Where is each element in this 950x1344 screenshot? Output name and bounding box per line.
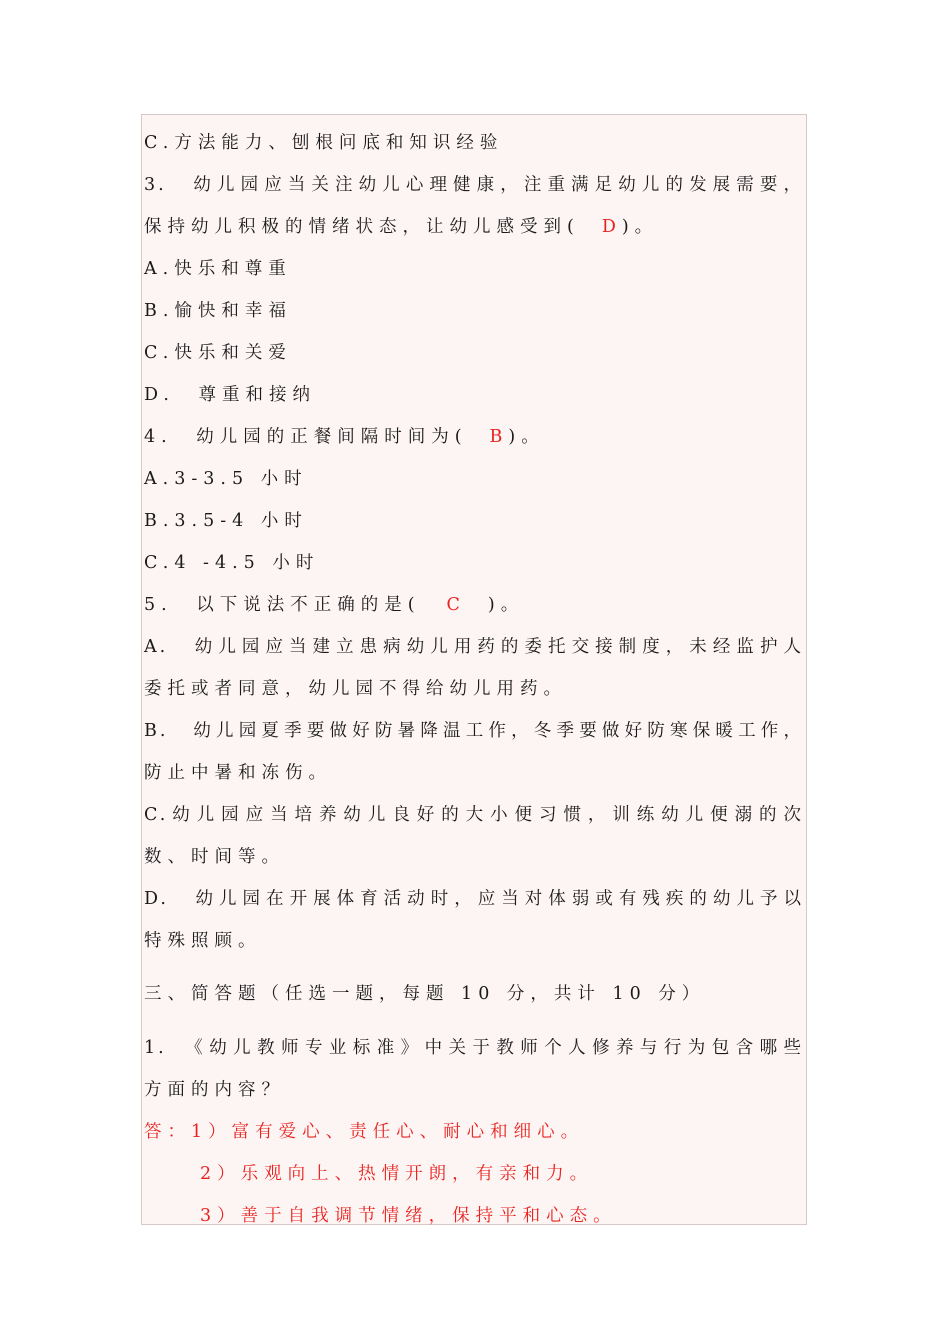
- q5-option-d-line2: 特殊照顾。: [144, 931, 262, 951]
- q5-answer: C: [446, 595, 466, 615]
- short-q1-answer-line1: 答：1）富有爱心、责任心、耐心和细心。: [144, 1122, 585, 1142]
- q4-option-c: C.4 -4.5 小时: [144, 553, 320, 573]
- q5-option-b-line1: B. 幼儿园夏季要做好防暑降温工作，冬季要做好防寒保暖工作，: [144, 721, 804, 741]
- q2-option-c: C.方法能力、刨根问底和知识经验: [144, 133, 504, 153]
- q5-text-after: )。: [487, 595, 525, 615]
- q5-option-c-line2: 数、时间等。: [144, 847, 285, 867]
- section3-heading: 三、简答题（任选一题，每题 10 分，共计 10 分）: [144, 984, 706, 1004]
- q5-option-b-line2: 防止中暑和冻伤。: [144, 763, 332, 783]
- short-q1-text-line2: 方面的内容？: [144, 1080, 285, 1100]
- short-q1-text-line1: 1. 《幼儿教师专业标准》中关于教师个人修养与行为包含哪些: [144, 1038, 804, 1058]
- q3-text-line1: 3. 幼儿园应当关注幼儿心理健康，注重满足幼儿的发展需要，: [144, 175, 804, 195]
- q4-text-after: )。: [508, 427, 545, 447]
- q4-option-a: A.3-3.5 小时: [144, 469, 308, 489]
- q3-option-c: C.快乐和关爱: [144, 343, 292, 363]
- short-q1-answer-line2: 2）乐观向上、热情开朗，有亲和力。: [200, 1164, 594, 1184]
- q3-text-before: 保持幼儿积极的情绪状态，让幼儿感受到(: [144, 217, 580, 237]
- q3-option-a: A.快乐和尊重: [144, 259, 292, 279]
- q5-option-d-line1: D. 幼儿园在开展体育活动时，应当对体弱或有残疾的幼儿予以: [144, 889, 804, 909]
- q3-text-after: )。: [621, 217, 659, 237]
- q4-answer: B: [489, 427, 509, 447]
- short-q1-answer-line3: 3）善于自我调节情绪，保持平和心态。: [200, 1206, 617, 1226]
- q4-text-before: 4. 幼儿园的正餐间隔时间为(: [144, 427, 468, 447]
- q4-option-b: B.3.5-4 小时: [144, 511, 308, 531]
- q5-option-a-line2: 委托或者同意，幼儿园不得给幼儿用药。: [144, 679, 567, 699]
- q3-option-b: B.愉快和幸福: [144, 301, 292, 321]
- q5-text: [144, 593, 524, 617]
- q3-option-d: D. 尊重和接纳: [144, 385, 316, 405]
- q3-text-line2: [144, 215, 658, 239]
- q5-option-a-line1: A. 幼儿园应当建立患病幼儿用药的委托交接制度，未经监护人: [144, 637, 804, 657]
- q5-text-before: 5. 以下说法不正确的是(: [144, 595, 421, 615]
- q4-text: [144, 425, 545, 449]
- q5-option-c-line1: C.幼儿园应当培养幼儿良好的大小便习惯，训练幼儿便溺的次: [144, 805, 804, 825]
- q3-answer: D: [601, 217, 622, 237]
